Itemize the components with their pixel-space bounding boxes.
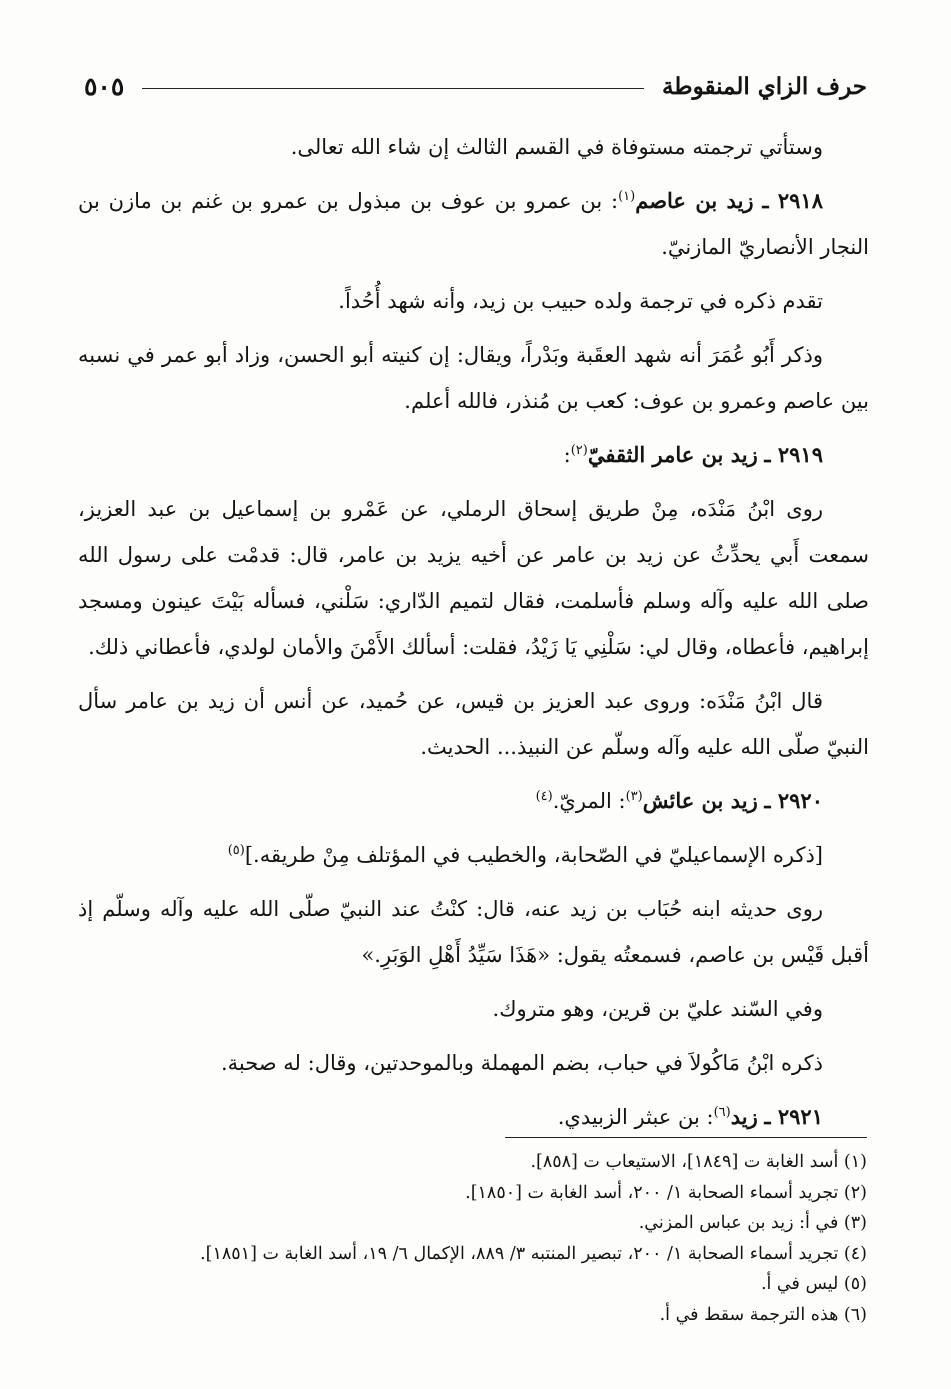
footnote-ref: (٤): [535, 789, 553, 804]
footnote-ref: (١): [618, 189, 636, 204]
footnote-ref: (٥): [227, 843, 245, 858]
footnote-ref: (٢): [570, 443, 588, 458]
footnote-ref: (٣): [625, 789, 643, 804]
paragraph: روى حديثه ابنه حُبَاب بن زيد عنه، قال: كنْتُ عند النبيّ صلّى الله عليه وآله وسلّم إذ أقبل قَيْس بن عاصم، فسمعتُه يقول: «هَذَا سَيِّدُ أَهْلِ الوَبَرِ.»: [78, 897, 869, 967]
entry-number: ٢٩١٨ ـ: [762, 188, 823, 213]
entry-name: زيد: [730, 1104, 758, 1129]
footnote: (٣) في أ: زيد بن عباس المزني.: [638, 1213, 867, 1233]
entry-number: ٢٩٢٠ ـ: [764, 788, 823, 813]
paragraph: [ذكره الإسماعيليّ في الصّحابة، والخطيب في المؤتلف مِنْ طريقه.]$^{(٥)}$: [227, 843, 823, 867]
main-text: [78, 124, 869, 1148]
entry-2921: ٢٩٢١ ـ زيد$^{(٦)}$: بن عبثر الزبيدي.: [557, 1104, 823, 1129]
entry-name: زيد بن عائش: [642, 788, 758, 813]
footnote: (٢) تجريد أسماء الصحابة ١/ ٢٠٠، أسد الغابة ت [١٨٥٠].: [465, 1182, 867, 1203]
footnotes: [84, 1147, 867, 1330]
paragraph: وفي السّند عليّ بن قرين، وهو متروك.: [492, 997, 823, 1021]
entry-number: ٢٩١٩ ـ: [764, 442, 823, 467]
footnote-separator: [505, 1137, 867, 1138]
paragraph: ذكره ابْنُ مَاكُولاَ في حباب، بضم المهملة وبالموحدتين، وقال: له صحبة.: [220, 1051, 823, 1075]
header-rule: [142, 88, 644, 89]
entry-name: زيد بن عاصم: [635, 188, 754, 213]
page-number: ٥٠٥: [84, 71, 125, 101]
paragraph: وستأتي ترجمته مستوفاة في القسم الثالث إن شاء الله تعالى.: [290, 135, 823, 159]
footnote: (١) أسد الغابة ت [١٨٤٩]، الاستيعاب ت [٨٥٨].: [530, 1152, 867, 1172]
paragraph: وذكر أَبُو عُمَرَ أنه شهد العقَبة وبَدْراً، ويقال: إن كنيته أبو الحسن، وزاد أبو عمر في نسبه بين عاصم وعمرو بن عوف: كعب بن مُنذر، فالله أعلم.: [78, 343, 869, 413]
entry-2920: ٢٩٢٠ ـ زيد بن عائش$^{(٣)}$: المريّ.$^{(٤)}$: [535, 788, 823, 813]
footnote: (٤) تجريد أسماء الصحابة ١/ ٢٠٠، تبصير المنتبه ٣/ ٨٨٩، الإكمال ٦/ ١٩، أسد الغابة ت [١٨٥١].: [200, 1243, 867, 1264]
entry-2919: ٢٩١٩ ـ زيد بن عامر الثقفيّ$^{(٢)}$:: [563, 442, 823, 467]
footnote-ref: (٦): [713, 1105, 731, 1120]
chapter-title: حرف الزاي المنقوطة: [661, 72, 867, 100]
footnote: (٥) ليس في أ.: [760, 1274, 867, 1294]
paragraph: قال ابْنُ مَنْدَه: وروى عبد العزيز بن قيس، عن حُميد، عن أنس أن زيد بن عامر سأل النبيّ صلّى الله عليه وآله وسلّم عن النبيذ... الحديث.: [78, 689, 869, 759]
footnote: (٦) هذه الترجمة سقط في أ.: [659, 1304, 867, 1325]
entry-name: زيد بن عامر الثقفيّ: [587, 442, 758, 467]
paragraph: روى ابْنُ مَنْدَه، مِنْ طريق إسحاق الرملي، عن عَمْرو بن إسماعيل بن عبد العزيز، سمعت أَبي يحدِّثُ عن زيد بن عامر عن أخيه يزيد بن عامر، قال: قدمْت على رسول الله صلى الله عليه وآله وسلم فأسلمت، فقال لتميم الدّاري: سَلْني، فسأله بَيْتَ عينون ومسجد إبراهيم، فأعطاه، وقال لي: سَلْنِي يَا زَيْدُ، فقلت: أسألك الأَمْنَ والأمان لولدي، فأعطاني ذلك.: [78, 497, 869, 659]
entry-2918: ٢٩١٨ ـ زيد بن عاصم$^{(١)}$: بن عمرو بن عوف بن مبذول بن عمرو بن غنم بن مازن بن النجار الأنصاريّ المازنيّ.: [78, 188, 869, 259]
entry-number: ٢٩٢١ ـ: [764, 1104, 823, 1129]
running-header: [84, 66, 867, 106]
paragraph: تقدم ذكره في ترجمة ولده حبيب بن زيد، وأنه شهد أُحُداً.: [338, 289, 823, 313]
